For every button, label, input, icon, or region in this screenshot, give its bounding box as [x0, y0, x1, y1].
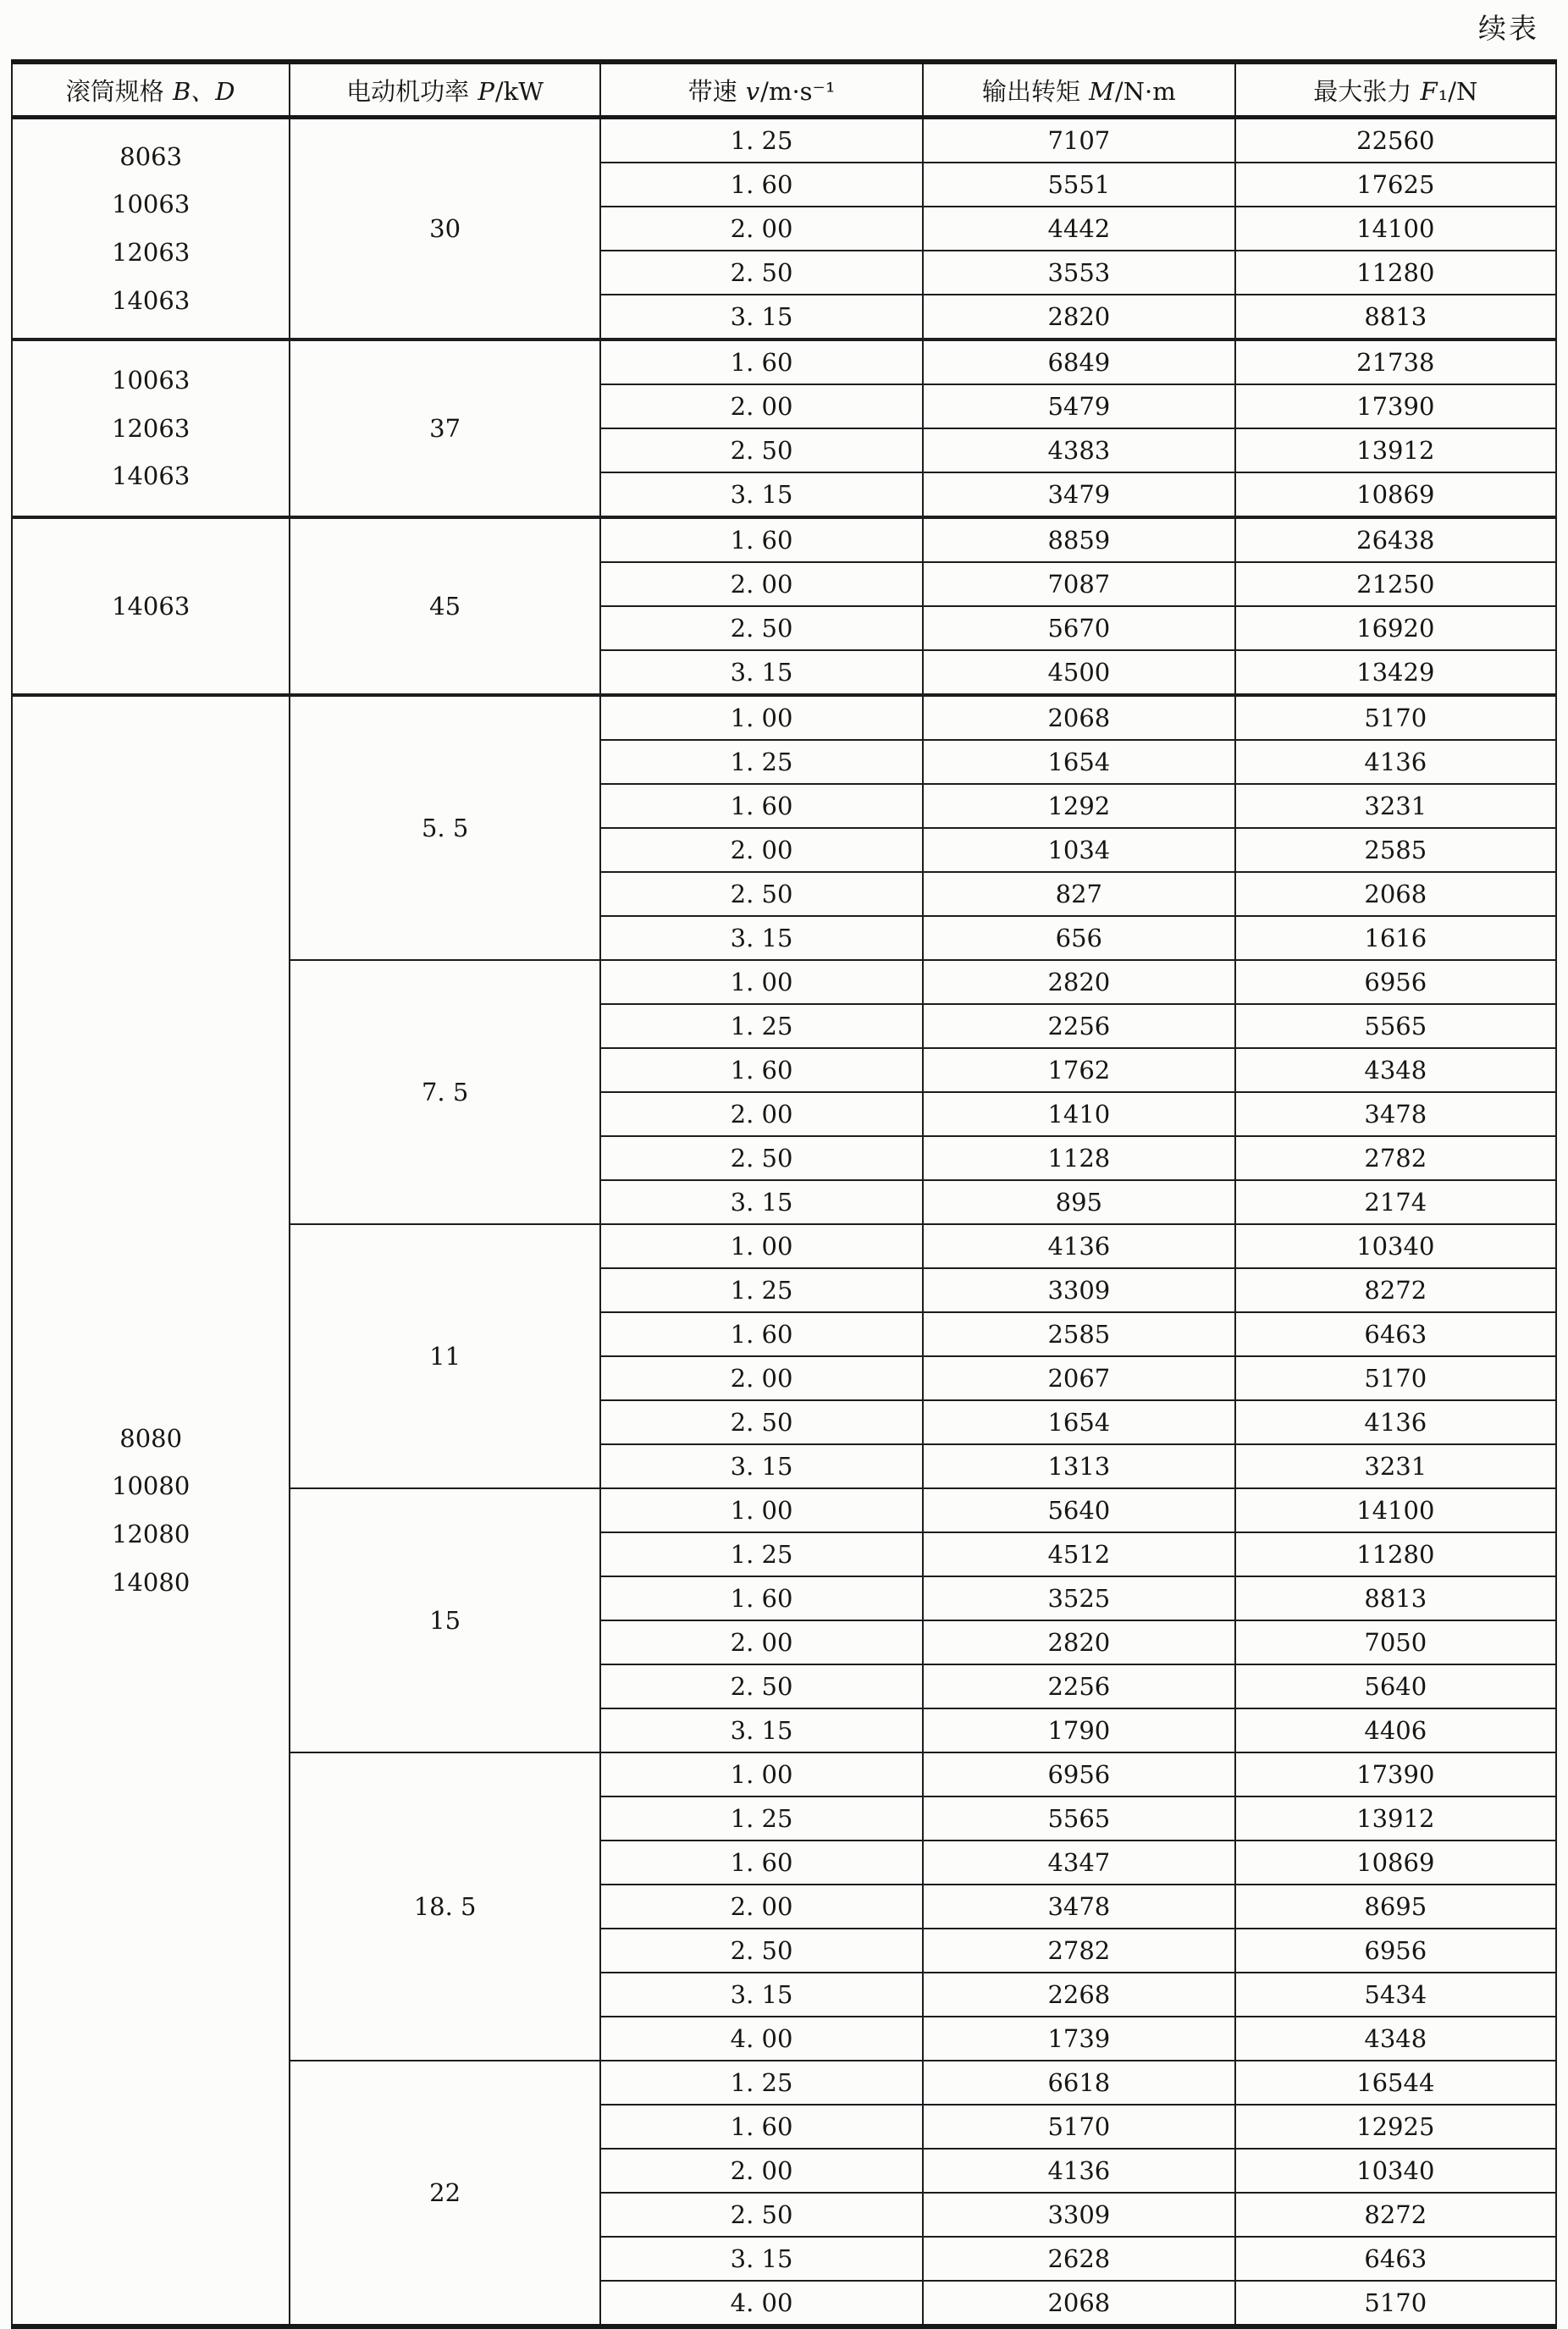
belt-speed-cell: 1. 60: [600, 517, 923, 562]
drum-spec-cell: [12, 339, 290, 517]
header-label: 滚筒规格: [65, 76, 172, 106]
belt-speed-cell: 1. 25: [600, 740, 923, 784]
max-tension-cell: 4348: [1235, 1048, 1556, 1092]
output-torque-cell: 5670: [923, 606, 1234, 650]
belt-speed-cell: 2. 00: [600, 828, 923, 872]
max-tension-cell: 5434: [1235, 1973, 1556, 2017]
belt-speed-cell: 1. 60: [600, 1576, 923, 1620]
belt-speed-cell: 2. 50: [600, 251, 923, 295]
belt-speed-cell: 1. 00: [600, 1488, 923, 1532]
belt-speed-cell: 3. 15: [600, 1444, 923, 1488]
table-row: [12, 517, 1556, 562]
drum-spec-value: 14063: [112, 591, 190, 621]
output-torque-cell: 827: [923, 872, 1234, 916]
output-torque-cell: 6956: [923, 1752, 1234, 1796]
output-torque-cell: 4512: [923, 1532, 1234, 1576]
max-tension-cell: 6956: [1235, 960, 1556, 1004]
header-symbol: P: [478, 76, 494, 106]
output-torque-cell: 2256: [923, 1664, 1234, 1708]
max-tension-cell: 10340: [1235, 2149, 1556, 2193]
belt-speed-cell: 1. 25: [600, 118, 923, 163]
header-symbol: B、D: [172, 76, 235, 106]
max-tension-cell: 11280: [1235, 1532, 1556, 1576]
max-tension-cell: 14100: [1235, 207, 1556, 251]
col-header-output-torque: [923, 62, 1234, 118]
belt-speed-cell: 3. 15: [600, 1180, 923, 1224]
belt-speed-cell: 3. 15: [600, 472, 923, 517]
belt-speed-cell: 4. 00: [600, 2017, 923, 2061]
max-tension-cell: 5170: [1235, 695, 1556, 740]
continued-table-label: 续表: [1478, 12, 1539, 45]
header-label: 输出转矩: [981, 76, 1089, 106]
table-body: [12, 118, 1556, 2327]
belt-speed-cell: 3. 15: [600, 916, 923, 960]
motor-power-cell: 30: [290, 118, 600, 340]
motor-power-cell: 11: [290, 1224, 600, 1488]
output-torque-cell: 1762: [923, 1048, 1234, 1092]
belt-speed-cell: 2. 50: [600, 872, 923, 916]
table-row: [12, 339, 1556, 384]
max-tension-cell: 8272: [1235, 1268, 1556, 1312]
output-torque-cell: 3479: [923, 472, 1234, 517]
drum-spec-value: 12063: [112, 238, 190, 267]
header-symbol: M: [1089, 76, 1114, 106]
belt-speed-cell: 2. 50: [600, 2193, 923, 2237]
output-torque-cell: 3525: [923, 1576, 1234, 1620]
output-torque-cell: 2268: [923, 1973, 1234, 2017]
data-table: [11, 59, 1557, 2329]
max-tension-cell: 13912: [1235, 428, 1556, 472]
max-tension-cell: 2585: [1235, 828, 1556, 872]
col-header-motor-power: [290, 62, 600, 118]
motor-power-cell: 22: [290, 2061, 600, 2326]
motor-power-cell: 37: [290, 339, 600, 517]
output-torque-cell: 4383: [923, 428, 1234, 472]
belt-speed-cell: 1. 25: [600, 1268, 923, 1312]
output-torque-cell: 7087: [923, 562, 1234, 606]
motor-power-cell: 15: [290, 1488, 600, 1752]
table-row: [12, 118, 1556, 163]
max-tension-cell: 8813: [1235, 295, 1556, 339]
drum-spec-value: 14080: [112, 1567, 190, 1597]
output-torque-cell: 3309: [923, 1268, 1234, 1312]
belt-speed-cell: 3. 15: [600, 1973, 923, 2017]
max-tension-cell: 13912: [1235, 1796, 1556, 1841]
belt-speed-cell: 1. 00: [600, 1224, 923, 1268]
motor-power-cell: 5. 5: [290, 695, 600, 960]
max-tension-cell: 5170: [1235, 2281, 1556, 2326]
drum-spec-value: 10063: [112, 366, 190, 395]
output-torque-cell: 2585: [923, 1312, 1234, 1356]
max-tension-cell: 4406: [1235, 1708, 1556, 1752]
max-tension-cell: 13429: [1235, 650, 1556, 695]
output-torque-cell: 1034: [923, 828, 1234, 872]
max-tension-cell: 12925: [1235, 2105, 1556, 2149]
max-tension-cell: 1616: [1235, 916, 1556, 960]
output-torque-cell: 4136: [923, 2149, 1234, 2193]
belt-speed-cell: 1. 60: [600, 1841, 923, 1885]
belt-speed-cell: 2. 00: [600, 384, 923, 428]
drum-spec-value: 12063: [112, 413, 190, 443]
col-header-drum-spec: [12, 62, 290, 118]
max-tension-cell: 5170: [1235, 1356, 1556, 1400]
header-unit: /m·s⁻¹: [760, 76, 836, 106]
motor-power-cell: 7. 5: [290, 960, 600, 1224]
drum-spec-value: 10063: [112, 190, 190, 219]
max-tension-cell: 21738: [1235, 339, 1556, 384]
output-torque-cell: 1790: [923, 1708, 1234, 1752]
max-tension-cell: 22560: [1235, 118, 1556, 163]
output-torque-cell: 5479: [923, 384, 1234, 428]
max-tension-cell: 2068: [1235, 872, 1556, 916]
max-tension-cell: 10340: [1235, 1224, 1556, 1268]
max-tension-cell: 6956: [1235, 1929, 1556, 1973]
belt-speed-cell: 1. 25: [600, 2061, 923, 2105]
belt-speed-cell: 1. 60: [600, 163, 923, 207]
motor-power-cell: 45: [290, 517, 600, 695]
belt-speed-cell: 1. 60: [600, 1312, 923, 1356]
belt-speed-cell: 2. 50: [600, 1664, 923, 1708]
header-unit: /kW: [494, 76, 544, 106]
output-torque-cell: 2628: [923, 2237, 1234, 2281]
output-torque-cell: 6618: [923, 2061, 1234, 2105]
max-tension-cell: 2782: [1235, 1136, 1556, 1180]
output-torque-cell: 3553: [923, 251, 1234, 295]
max-tension-cell: 16920: [1235, 606, 1556, 650]
output-torque-cell: 1739: [923, 2017, 1234, 2061]
belt-speed-cell: 2. 00: [600, 2149, 923, 2193]
header-symbol: F: [1420, 76, 1438, 106]
output-torque-cell: 656: [923, 916, 1234, 960]
drum-spec-cell: [12, 695, 290, 2326]
belt-speed-cell: 1. 25: [600, 1004, 923, 1048]
output-torque-cell: 895: [923, 1180, 1234, 1224]
output-torque-cell: 5640: [923, 1488, 1234, 1532]
max-tension-cell: 10869: [1235, 1841, 1556, 1885]
belt-speed-cell: 1. 00: [600, 960, 923, 1004]
max-tension-cell: 4136: [1235, 740, 1556, 784]
max-tension-cell: 3478: [1235, 1092, 1556, 1136]
output-torque-cell: 2068: [923, 2281, 1234, 2326]
output-torque-cell: 3478: [923, 1885, 1234, 1929]
belt-speed-cell: 1. 60: [600, 1048, 923, 1092]
max-tension-cell: 8272: [1235, 2193, 1556, 2237]
output-torque-cell: 5551: [923, 163, 1234, 207]
belt-speed-cell: 2. 50: [600, 1136, 923, 1180]
max-tension-cell: 16544: [1235, 2061, 1556, 2105]
output-torque-cell: 4500: [923, 650, 1234, 695]
output-torque-cell: 1410: [923, 1092, 1234, 1136]
output-torque-cell: 4136: [923, 1224, 1234, 1268]
output-torque-cell: 2782: [923, 1929, 1234, 1973]
output-torque-cell: 2820: [923, 960, 1234, 1004]
output-torque-cell: 4347: [923, 1841, 1234, 1885]
drum-spec-cell: [12, 517, 290, 695]
belt-speed-cell: 1. 60: [600, 784, 923, 828]
header-label: 带速: [687, 76, 745, 106]
output-torque-cell: 5170: [923, 2105, 1234, 2149]
max-tension-cell: 8813: [1235, 1576, 1556, 1620]
max-tension-cell: 26438: [1235, 517, 1556, 562]
output-torque-cell: 4442: [923, 207, 1234, 251]
drum-spec-cell: [12, 118, 290, 340]
output-torque-cell: 7107: [923, 118, 1234, 163]
output-torque-cell: 1292: [923, 784, 1234, 828]
max-tension-cell: 10869: [1235, 472, 1556, 517]
belt-speed-cell: 2. 00: [600, 1356, 923, 1400]
drum-spec-value: 14063: [112, 285, 190, 315]
output-torque-cell: 2820: [923, 295, 1234, 339]
belt-speed-cell: 2. 50: [600, 428, 923, 472]
output-torque-cell: 2256: [923, 1004, 1234, 1048]
max-tension-cell: 14100: [1235, 1488, 1556, 1532]
max-tension-cell: 3231: [1235, 1444, 1556, 1488]
belt-speed-cell: 1. 60: [600, 2105, 923, 2149]
output-torque-cell: 2820: [923, 1620, 1234, 1664]
belt-speed-cell: 1. 25: [600, 1532, 923, 1576]
belt-speed-cell: 3. 15: [600, 1708, 923, 1752]
output-torque-cell: 1654: [923, 1400, 1234, 1444]
belt-speed-cell: 1. 00: [600, 695, 923, 740]
drum-spec-value: 12080: [112, 1520, 190, 1548]
drum-spec-value: 8080: [119, 1423, 183, 1453]
max-tension-cell: 17625: [1235, 163, 1556, 207]
header-row: [12, 62, 1556, 118]
max-tension-cell: 5640: [1235, 1664, 1556, 1708]
drum-spec-value: 14063: [112, 461, 190, 491]
max-tension-cell: 4348: [1235, 2017, 1556, 2061]
max-tension-cell: 21250: [1235, 562, 1556, 606]
drum-spec-value: 8063: [119, 141, 183, 171]
belt-speed-cell: 3. 15: [600, 650, 923, 695]
belt-speed-cell: 2. 00: [600, 1092, 923, 1136]
max-tension-cell: 5565: [1235, 1004, 1556, 1048]
col-header-belt-speed: [600, 62, 923, 118]
belt-speed-cell: 2. 50: [600, 1400, 923, 1444]
output-torque-cell: 2068: [923, 695, 1234, 740]
belt-speed-cell: 3. 15: [600, 295, 923, 339]
max-tension-cell: 3231: [1235, 784, 1556, 828]
col-header-max-tension: [1235, 62, 1556, 118]
max-tension-cell: 7050: [1235, 1620, 1556, 1664]
belt-speed-cell: 2. 00: [600, 207, 923, 251]
max-tension-cell: 8695: [1235, 1885, 1556, 1929]
belt-speed-cell: 2. 50: [600, 1929, 923, 1973]
belt-speed-cell: 2. 50: [600, 606, 923, 650]
belt-speed-cell: 2. 00: [600, 1885, 923, 1929]
output-torque-cell: 2067: [923, 1356, 1234, 1400]
output-torque-cell: 1128: [923, 1136, 1234, 1180]
header-label: 最大张力: [1313, 76, 1420, 106]
header-unit: /N·m: [1114, 76, 1176, 106]
output-torque-cell: 3309: [923, 2193, 1234, 2237]
max-tension-cell: 6463: [1235, 1312, 1556, 1356]
belt-speed-cell: 3. 15: [600, 2237, 923, 2281]
max-tension-cell: 6463: [1235, 2237, 1556, 2281]
output-torque-cell: 1313: [923, 1444, 1234, 1488]
table-header: [12, 62, 1556, 118]
drum-spec-value: 10080: [112, 1471, 190, 1501]
max-tension-cell: 2174: [1235, 1180, 1556, 1224]
belt-speed-cell: 2. 00: [600, 1620, 923, 1664]
max-tension-cell: 17390: [1235, 1752, 1556, 1796]
belt-speed-cell: 1. 60: [600, 339, 923, 384]
max-tension-cell: 4136: [1235, 1400, 1556, 1444]
table-row: [12, 695, 1556, 740]
header-unit: ₁/N: [1438, 76, 1478, 106]
belt-speed-cell: 1. 00: [600, 1752, 923, 1796]
output-torque-cell: 8859: [923, 517, 1234, 562]
header-label: 电动机功率: [346, 76, 478, 106]
max-tension-cell: 17390: [1235, 384, 1556, 428]
output-torque-cell: 6849: [923, 339, 1234, 384]
output-torque-cell: 5565: [923, 1796, 1234, 1841]
motor-power-cell: 18. 5: [290, 1752, 600, 2061]
belt-speed-cell: 4. 00: [600, 2281, 923, 2326]
header-symbol: v: [745, 76, 760, 106]
belt-speed-cell: 1. 25: [600, 1796, 923, 1841]
output-torque-cell: 1654: [923, 740, 1234, 784]
belt-speed-cell: 2. 00: [600, 562, 923, 606]
max-tension-cell: 11280: [1235, 251, 1556, 295]
